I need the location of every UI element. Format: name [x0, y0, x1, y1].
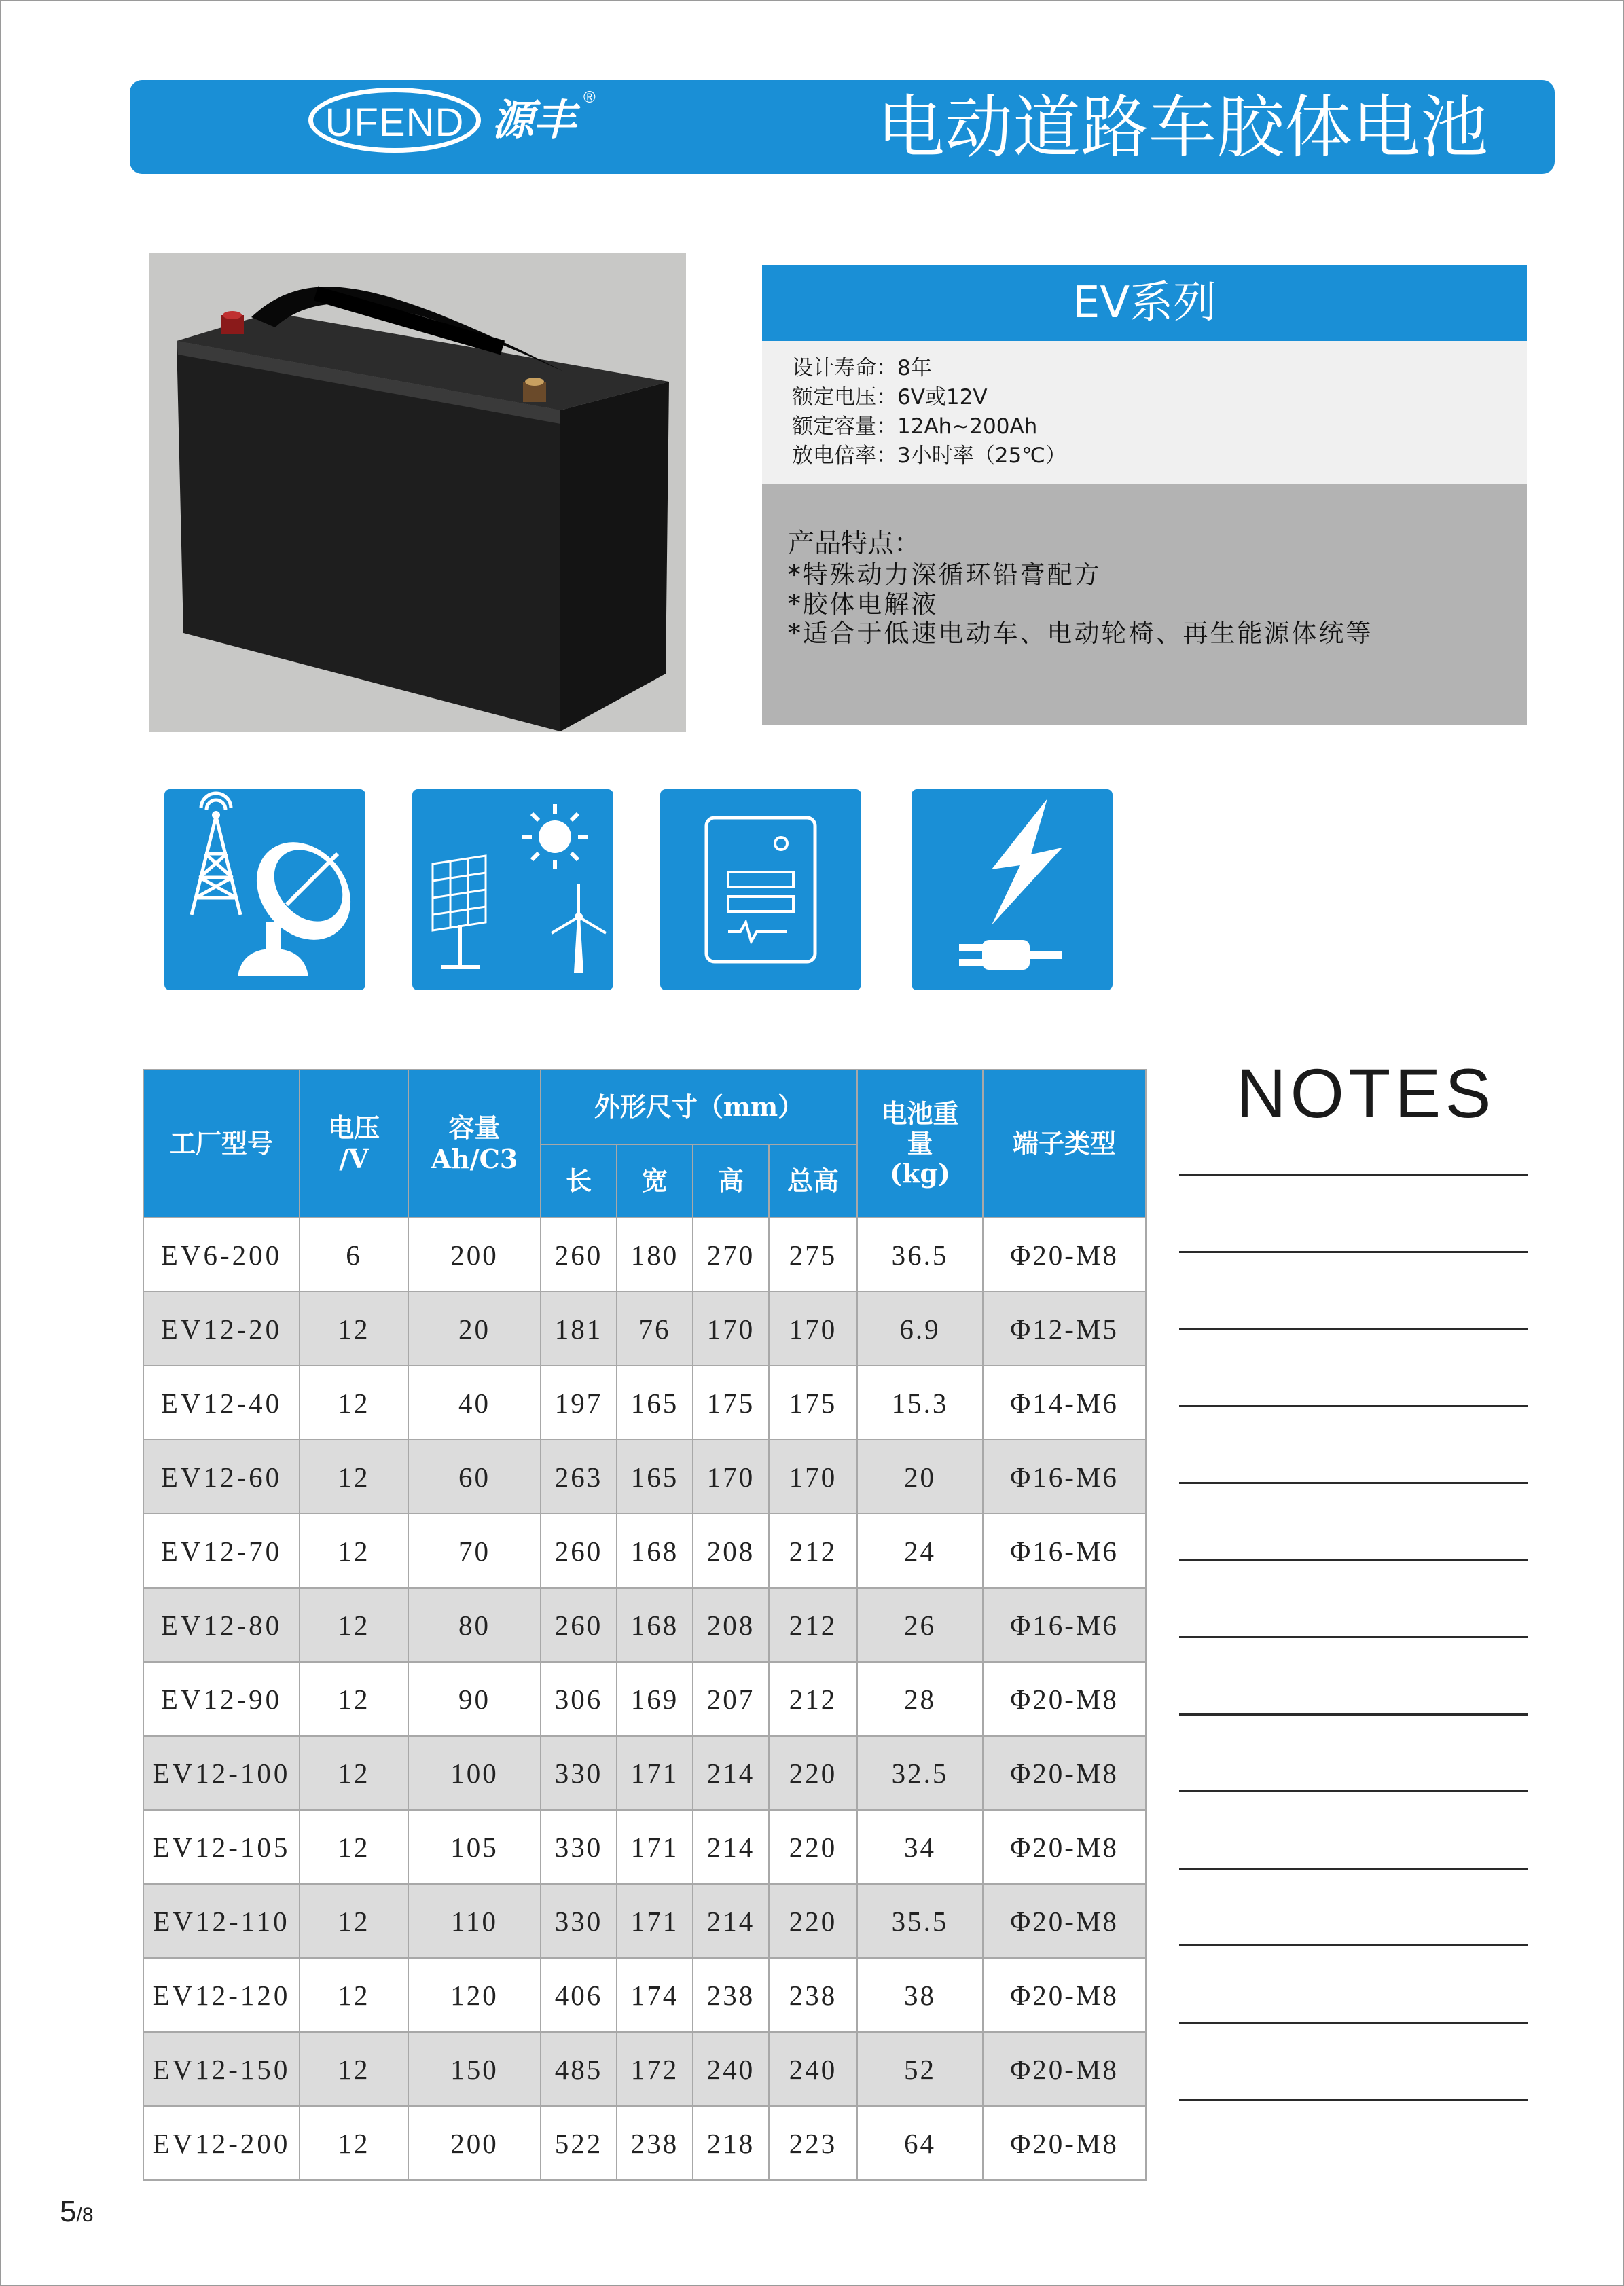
features-box [762, 484, 1527, 725]
note-line [1179, 1790, 1528, 1792]
table-cell: Φ20-M8 [983, 2032, 1146, 2106]
col-terminal: 端子类型 [983, 1070, 1146, 1218]
table-cell: 171 [617, 1884, 693, 1958]
table-cell: 200 [408, 1218, 541, 1292]
table-cell: 260 [541, 1514, 617, 1588]
table-cell: Φ20-M8 [983, 1736, 1146, 1810]
spec-life: 设计寿命：8年 [792, 356, 932, 380]
table-cell: 26 [857, 1588, 983, 1662]
table-cell: 76 [617, 1292, 693, 1366]
table-cell: 100 [408, 1736, 541, 1810]
col-width: 宽 [617, 1144, 693, 1218]
table-cell: Φ12-M5 [983, 1292, 1146, 1366]
table-cell: 52 [857, 2032, 983, 2106]
table-cell: 240 [769, 2032, 857, 2106]
table-row [143, 1218, 1146, 1292]
table-cell: Φ20-M8 [983, 1884, 1146, 1958]
spec-discharge: 放电倍率：3小时率（25℃） [792, 443, 1066, 468]
table-cell: 20 [857, 1440, 983, 1514]
spec-voltage: 额定电压：6V或12V [792, 385, 988, 410]
col-weight: 电池重 量 (kg) [857, 1070, 983, 1218]
col-length: 长 [541, 1144, 617, 1218]
table-cell: 223 [769, 2106, 857, 2180]
table-cell: 174 [617, 1958, 693, 2032]
table-cell: 214 [693, 1810, 769, 1884]
table-cell: EV12-70 [143, 1514, 300, 1588]
table-cell: 6.9 [857, 1292, 983, 1366]
table-cell: 168 [617, 1588, 693, 1662]
table-cell: 171 [617, 1736, 693, 1810]
table-cell: 12 [300, 1514, 408, 1588]
table-cell: 120 [408, 1958, 541, 2032]
table-cell: 218 [693, 2106, 769, 2180]
table-cell: 275 [769, 1218, 857, 1292]
table-cell: 208 [693, 1588, 769, 1662]
table-cell: 170 [769, 1292, 857, 1366]
table-cell: Φ16-M6 [983, 1440, 1146, 1514]
note-line [1179, 1636, 1528, 1638]
table-cell: 207 [693, 1662, 769, 1736]
table-cell: 260 [541, 1218, 617, 1292]
table-cell: 175 [693, 1366, 769, 1440]
table-cell: 220 [769, 1884, 857, 1958]
table-cell: 60 [408, 1440, 541, 1514]
table-cell: 20 [408, 1292, 541, 1366]
table-row [143, 1810, 1146, 1884]
table-body [143, 1218, 1146, 2180]
series-title: EV系列 [762, 265, 1527, 341]
table-cell: Φ20-M8 [983, 1218, 1146, 1292]
table-cell: 12 [300, 1662, 408, 1736]
battery-photo [149, 253, 686, 732]
table-cell: 180 [617, 1218, 693, 1292]
table-cell: 263 [541, 1440, 617, 1514]
table-cell: Φ14-M6 [983, 1366, 1146, 1440]
logo-cn: 源丰 [492, 95, 577, 145]
table-cell: 270 [693, 1218, 769, 1292]
table-cell: 12 [300, 2106, 408, 2180]
col-height: 高 [693, 1144, 769, 1218]
note-line [1179, 1328, 1528, 1330]
note-line [1179, 1944, 1528, 1946]
table-cell: 38 [857, 1958, 983, 2032]
features-title: 产品特点： [788, 528, 921, 559]
feature-item: *特殊动力深循环铅膏配方 [788, 560, 1102, 589]
table-cell: 220 [769, 1736, 857, 1810]
table-row [143, 1884, 1146, 1958]
table-cell: 12 [300, 1958, 408, 2032]
table-cell: Φ20-M8 [983, 1958, 1146, 2032]
table-row [143, 1662, 1146, 1736]
page-total: /8 [76, 2204, 94, 2226]
table-cell: 214 [693, 1884, 769, 1958]
table-cell: 70 [408, 1514, 541, 1588]
note-line [1179, 2099, 1528, 2101]
header-banner [130, 80, 1555, 174]
table-cell: 175 [769, 1366, 857, 1440]
table-cell: 238 [693, 1958, 769, 2032]
table-cell: 12 [300, 1810, 408, 1884]
table-cell: 165 [617, 1366, 693, 1440]
table-cell: 522 [541, 2106, 617, 2180]
table-cell: 28 [857, 1662, 983, 1736]
telecom-satellite-icon [164, 789, 365, 990]
col-model: 工厂型号 [143, 1070, 300, 1218]
table-cell: EV12-150 [143, 2032, 300, 2106]
page-current: 5 [60, 2195, 77, 2228]
note-line [1179, 1405, 1528, 1407]
table-row [143, 2106, 1146, 2180]
table-cell: 12 [300, 1588, 408, 1662]
table-cell: 64 [857, 2106, 983, 2180]
battery-illustration [149, 253, 686, 732]
table-cell: 80 [408, 1588, 541, 1662]
table-cell: EV12-60 [143, 1440, 300, 1514]
table-cell: EV12-105 [143, 1810, 300, 1884]
table-cell: 105 [408, 1810, 541, 1884]
registered-mark: ® [583, 88, 596, 107]
spec-list [762, 341, 1527, 484]
table-cell: EV12-120 [143, 1958, 300, 2032]
page-title: 电动道路车胶体电池 [877, 88, 1488, 167]
table-cell: Φ16-M6 [983, 1514, 1146, 1588]
logo-text: UFEND [325, 101, 465, 145]
table-cell: Φ16-M6 [983, 1588, 1146, 1662]
table-cell: 330 [541, 1736, 617, 1810]
spec-capacity: 额定容量：12Ah~200Ah [792, 414, 1038, 439]
table-cell: EV12-110 [143, 1884, 300, 1958]
table-cell: 170 [693, 1440, 769, 1514]
table-cell: 171 [617, 1810, 693, 1884]
table-cell: 165 [617, 1440, 693, 1514]
solar-wind-icon [412, 789, 613, 990]
table-cell: 181 [541, 1292, 617, 1366]
table-row [143, 2032, 1146, 2106]
feature-item: *胶体电解液 [788, 589, 939, 619]
table-cell: 238 [769, 1958, 857, 2032]
table-cell: 12 [300, 1884, 408, 1958]
col-capacity: 容量 Ah/C3 [408, 1070, 541, 1218]
table-cell: 24 [857, 1514, 983, 1588]
table-cell: 150 [408, 2032, 541, 2106]
table-cell: 12 [300, 1440, 408, 1514]
power-plug-icon [912, 789, 1113, 990]
table-row [143, 1514, 1146, 1588]
table-cell: 36.5 [857, 1218, 983, 1292]
table-cell: 197 [541, 1366, 617, 1440]
table-cell: 110 [408, 1884, 541, 1958]
ups-cabinet-icon [660, 789, 861, 990]
table-cell: 168 [617, 1514, 693, 1588]
table-cell: EV12-20 [143, 1292, 300, 1366]
table-cell: 12 [300, 1366, 408, 1440]
notes-title: NOTES [1236, 1055, 1496, 1132]
note-line [1179, 1559, 1528, 1561]
table-cell: 212 [769, 1662, 857, 1736]
table-cell: EV12-40 [143, 1366, 300, 1440]
table-cell: 172 [617, 2032, 693, 2106]
note-line [1179, 1174, 1528, 1176]
table-cell: EV12-200 [143, 2106, 300, 2180]
table-cell: 170 [769, 1440, 857, 1514]
table-cell: 306 [541, 1662, 617, 1736]
table-cell: Φ20-M8 [983, 1810, 1146, 1884]
table-cell: EV12-80 [143, 1588, 300, 1662]
note-line [1179, 1482, 1528, 1484]
table-row [143, 1958, 1146, 2032]
table-row [143, 1588, 1146, 1662]
note-line [1179, 1713, 1528, 1716]
table-row [143, 1366, 1146, 1440]
table-cell: 15.3 [857, 1366, 983, 1440]
table-cell: 169 [617, 1662, 693, 1736]
table-cell: 212 [769, 1588, 857, 1662]
spec-table [143, 1069, 1147, 2181]
table-cell: 330 [541, 1884, 617, 1958]
table-cell: 240 [693, 2032, 769, 2106]
table-cell: EV6-200 [143, 1218, 300, 1292]
col-total-height: 总高 [769, 1144, 857, 1218]
table-cell: Φ20-M8 [983, 1662, 1146, 1736]
table-row [143, 1736, 1146, 1810]
table-cell: 485 [541, 2032, 617, 2106]
note-line [1179, 2022, 1528, 2024]
col-dimensions: 外形尺寸（mm） [541, 1070, 857, 1144]
table-cell: 212 [769, 1514, 857, 1588]
table-cell: 170 [693, 1292, 769, 1366]
table-cell: 90 [408, 1662, 541, 1736]
table-cell: 32.5 [857, 1736, 983, 1810]
table-cell: 238 [617, 2106, 693, 2180]
table-cell: 6 [300, 1218, 408, 1292]
table-cell: EV12-90 [143, 1662, 300, 1736]
col-voltage: 电压 /V [300, 1070, 408, 1218]
table-cell: 406 [541, 1958, 617, 2032]
table-cell: 260 [541, 1588, 617, 1662]
table-cell: 12 [300, 2032, 408, 2106]
table-cell: 12 [300, 1736, 408, 1810]
page-number [60, 2195, 94, 2229]
note-line [1179, 1251, 1528, 1253]
table-cell: 330 [541, 1810, 617, 1884]
table-cell: 220 [769, 1810, 857, 1884]
table-cell: 40 [408, 1366, 541, 1440]
table-cell: 214 [693, 1736, 769, 1810]
note-line [1179, 1868, 1528, 1870]
table-cell: Φ20-M8 [983, 2106, 1146, 2180]
table-cell: 12 [300, 1292, 408, 1366]
table-cell: 200 [408, 2106, 541, 2180]
table-row [143, 1440, 1146, 1514]
table-cell: EV12-100 [143, 1736, 300, 1810]
table-cell: 34 [857, 1810, 983, 1884]
table-cell: 208 [693, 1514, 769, 1588]
feature-item: *适合于低速电动车、电动轮椅、再生能源体统等 [788, 619, 1373, 648]
table-cell: 35.5 [857, 1884, 983, 1958]
table-row [143, 1292, 1146, 1366]
